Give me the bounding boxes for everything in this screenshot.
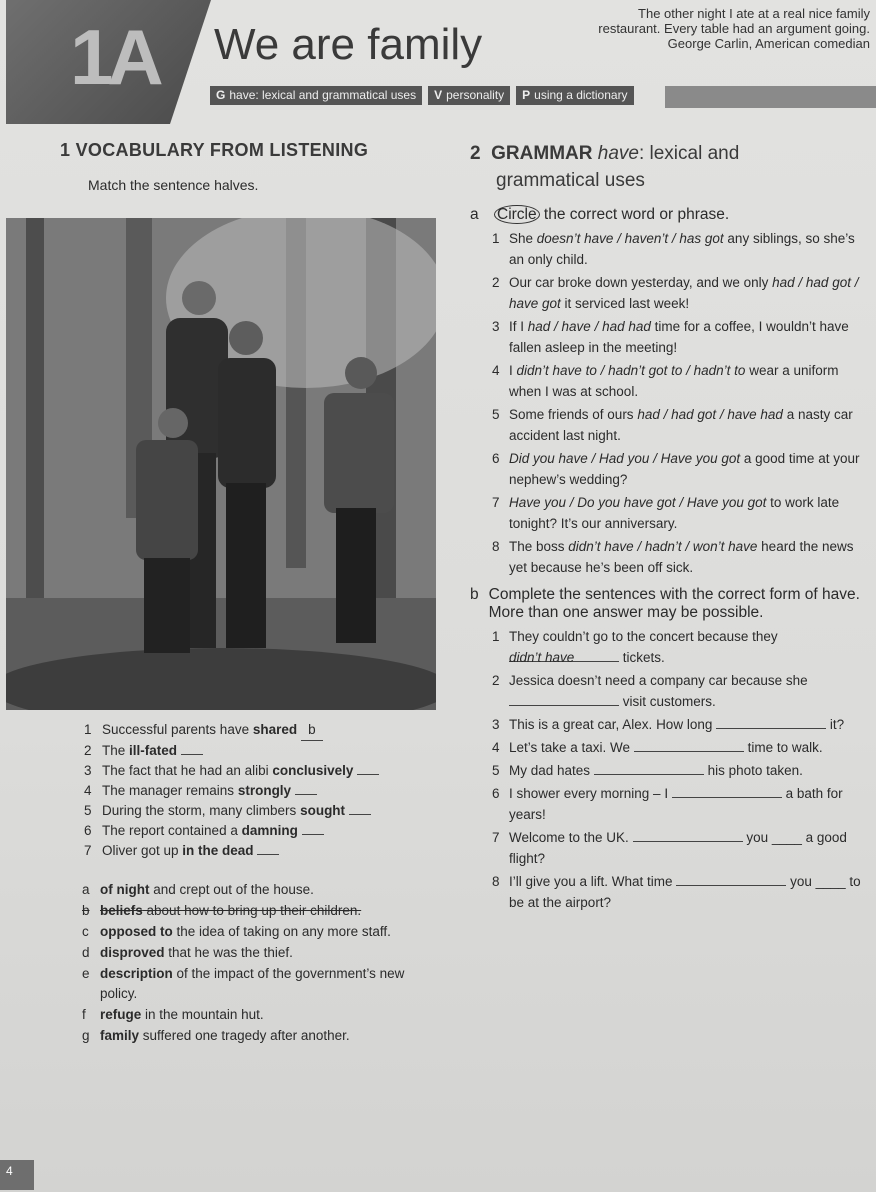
- list-item: 2 Jessica doesn’t need a company car because she visit customers.: [492, 673, 808, 709]
- list-item: 7 Oliver got up in the dead: [84, 841, 434, 861]
- list-item: 5 My dad hates his photo taken.: [492, 760, 870, 781]
- list-item: 5 Some friends of ours had / had got / have had a nasty car accident last night.: [492, 407, 853, 443]
- answer-blank[interactable]: [357, 774, 379, 775]
- list-item: 4 Let’s take a taxi. We time to walk.: [492, 737, 870, 758]
- list-item: 1 She doesn’t have / haven’t / has got any siblings, so she’s an only child.: [492, 231, 855, 267]
- quote-author: George Carlin, American comedian: [667, 36, 870, 51]
- vocab-title: 1 VOCABULARY FROM LISTENING: [60, 140, 369, 160]
- family-photo-illustration: [6, 218, 436, 710]
- answer-blank[interactable]: [349, 814, 371, 815]
- answer-blank[interactable]: [257, 854, 279, 855]
- list-item: 8 I’ll give you a lift. What time you ____ to be at the airport?: [492, 871, 870, 913]
- vocab-endings: [82, 880, 432, 1047]
- grammar-section: [470, 140, 870, 915]
- list-item: e description of the impact of the government’s new policy.: [82, 966, 405, 1001]
- exercise-b-items: [492, 626, 870, 913]
- list-item: 8 The boss didn’t have / hadn’t / won’t have heard the news yet because he’s been off sick.: [492, 539, 854, 575]
- list-item: 1 Successful parents have shared b: [84, 720, 434, 741]
- tag-strip: [210, 86, 634, 105]
- list-item: g family suffered one tragedy after another.: [82, 1028, 350, 1043]
- list-item: 6 The report contained a damning: [84, 821, 434, 841]
- vocab-section: [60, 140, 450, 193]
- answer-field[interactable]: [594, 760, 704, 775]
- exercise-b-instruction: b Complete the sentences with the correct form of have. More than one answer may be possible.: [470, 586, 860, 621]
- family-photo: [6, 218, 436, 710]
- list-item: 3 The fact that he had an alibi conclusively: [84, 761, 434, 781]
- tag-pronunciation: P using a dictionary: [516, 86, 633, 105]
- unit-title: We are family: [214, 20, 483, 69]
- answer-blank[interactable]: [295, 794, 317, 795]
- answer-field[interactable]: [509, 691, 619, 706]
- list-item: 6 I shower every morning – I a bath for years!: [492, 783, 870, 825]
- answer-field[interactable]: [676, 871, 786, 886]
- answer-field[interactable]: [634, 737, 744, 752]
- quote-line-1: The other night I ate at a real nice family: [638, 6, 870, 21]
- exercise-a-items: [492, 228, 870, 578]
- quote: [570, 6, 870, 51]
- list-item: 6 Did you have / Had you / Have you got a good time at your nephew’s wedding?: [492, 451, 860, 487]
- answer-blank[interactable]: [302, 834, 324, 835]
- answer-field[interactable]: [672, 783, 782, 798]
- unit-header: [0, 0, 876, 125]
- exercise-a-instruction: a Circle the correct word or phrase.: [470, 206, 730, 223]
- answer-field[interactable]: [716, 714, 826, 729]
- answer-field[interactable]: didn’t have: [509, 647, 619, 662]
- list-item: b beliefs about how to bring up their children.: [82, 903, 362, 918]
- list-item: 1 They couldn’t go to the concert because they didn’t have tickets.: [492, 629, 778, 665]
- answer-blank[interactable]: b: [301, 720, 323, 741]
- list-item: 7 Have you / Do you have got / Have you got to work late tonight? It’s our anniversary.: [492, 495, 840, 531]
- answer-blank[interactable]: [181, 754, 203, 755]
- list-item: 7 Welcome to the UK. you ____ a good flight?: [492, 827, 870, 869]
- list-item: 2 Our car broke down yesterday, and we only had / had got / have got it serviced last week!: [492, 275, 859, 311]
- vocab-items: [84, 720, 434, 861]
- answer-field[interactable]: [633, 827, 743, 842]
- tag-grammar: G have: lexical and grammatical uses: [210, 86, 422, 105]
- page-number: 4: [0, 1160, 34, 1190]
- list-item: 5 During the storm, many climbers sought: [84, 801, 434, 821]
- list-item: 4 The manager remains strongly: [84, 781, 434, 801]
- list-item: 2 The ill-fated: [84, 741, 434, 761]
- list-item: 3 If I had / have / had had time for a coffee, I wouldn’t have fallen asleep in the meeting!: [492, 319, 849, 355]
- grammar-title: 2 GRAMMAR have: lexical and grammatical uses: [470, 143, 740, 191]
- list-item: a of night and crept out of the house.: [82, 882, 314, 897]
- quote-line-2: restaurant. Every table had an argument going.: [598, 21, 870, 36]
- unit-number: 1A: [70, 13, 158, 101]
- tag-bar-extension: [665, 86, 876, 108]
- list-item: f refuge in the mountain hut.: [82, 1007, 264, 1022]
- list-item: c opposed to the idea of taking on any more staff.: [82, 924, 391, 939]
- vocab-instruction: Match the sentence halves.: [88, 177, 259, 193]
- list-item: 3 This is a great car, Alex. How long it?: [492, 714, 870, 735]
- list-item: 4 I didn’t have to / hadn’t got to / hadn’t to wear a uniform when I was at school.: [492, 363, 839, 399]
- tag-vocabulary: V personality: [428, 86, 510, 105]
- list-item: d disproved that he was the thief.: [82, 945, 293, 960]
